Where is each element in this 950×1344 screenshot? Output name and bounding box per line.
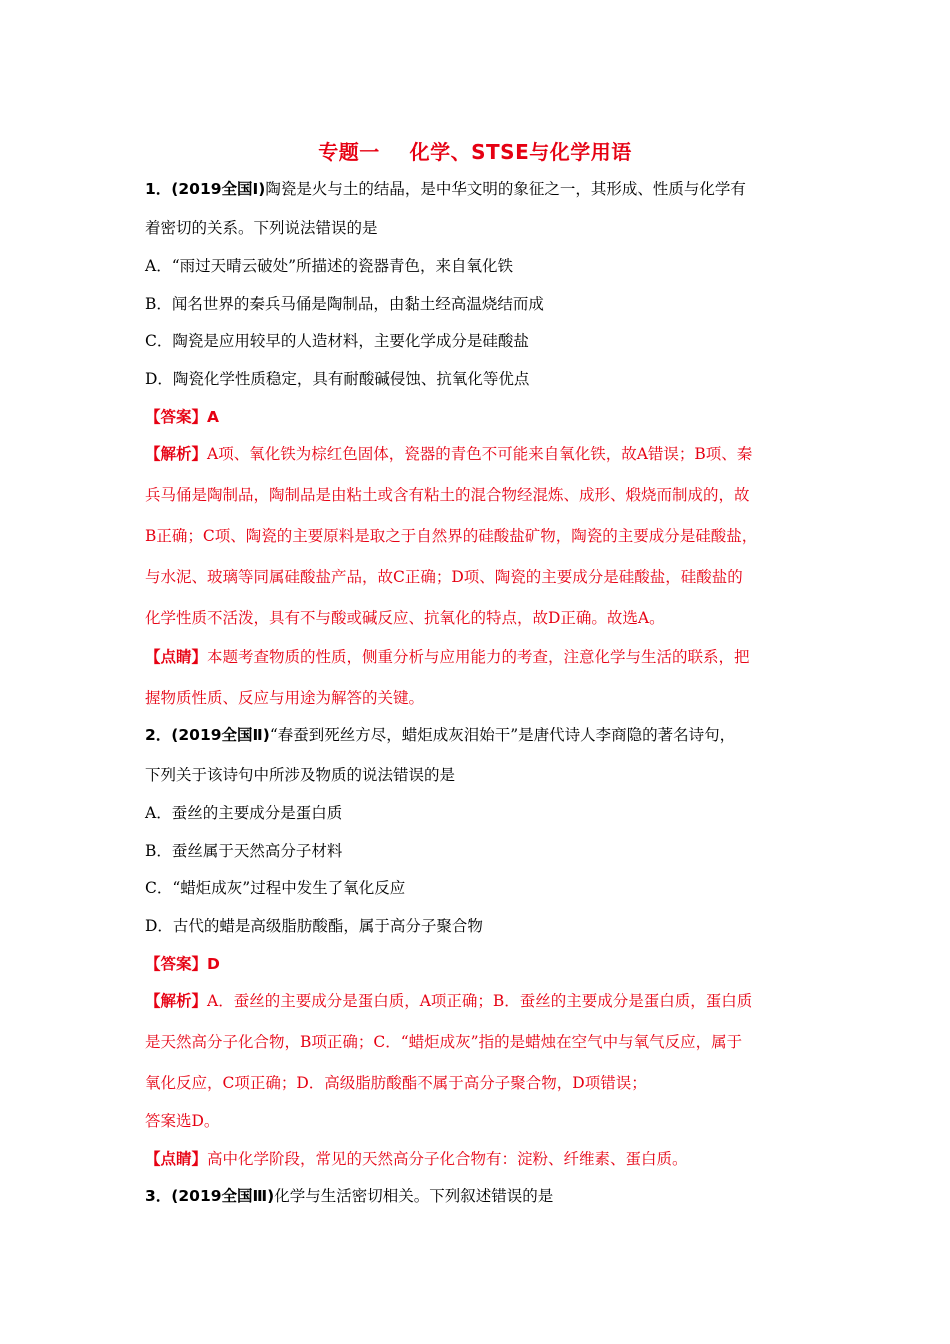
answer-tag: 【答案】 — [145, 955, 208, 973]
question-3-number: 3． — [145, 1187, 172, 1205]
analysis-text: A项、氧化铁为棕红色固体，瓷器的青色不可能来自氧化铁，故A错误；B项、秦 — [207, 445, 753, 463]
question-1-option-a: A．“雨过天晴云破处”所描述的瓷器青色，来自氧化铁 — [145, 257, 514, 275]
question-3-stem-text-1: 化学与生活密切相关。下列叙述错误的是 — [274, 1187, 554, 1205]
question-2-option-a: A．蚕丝的主要成分是蛋白质 — [145, 804, 343, 822]
question-1-analysis-line-5: 化学性质不活泼，具有不与酸或碱反应、抗氧化的特点，故D正确。故选A。 — [145, 609, 665, 627]
question-1-source: (2019全国Ⅰ) — [171, 180, 266, 198]
answer-value: A — [207, 408, 220, 426]
question-2-tip-line-1 — [145, 1148, 688, 1170]
question-1-option-c: C．陶瓷是应用较早的人造材料，主要化学成分是硅酸盐 — [145, 332, 529, 350]
question-1-analysis-line-2: 兵马俑是陶制品，陶制品是由粘土或含有粘土的混合物经混炼、成形、煅烧而制成的，故 — [145, 486, 750, 504]
question-2-analysis-line-1 — [145, 990, 752, 1012]
analysis-tag: 【解析】 — [145, 992, 208, 1010]
question-2-stem-text-1: “春蚕到死丝方尽，蜡炬成灰泪始干”是唐代诗人李商隐的著名诗句， — [269, 726, 736, 744]
analysis-tag: 【解析】 — [145, 445, 208, 463]
question-2-option-b: B．蚕丝属于天然高分子材料 — [145, 842, 343, 860]
tip-tag: 【点睛】 — [145, 1150, 208, 1168]
question-2-option-c: C．“蜡炬成灰”过程中发生了氧化反应 — [145, 879, 406, 897]
question-2-option-d: D．古代的蜡是高级脂肪酸酯，属于高分子聚合物 — [145, 917, 483, 935]
question-2-stem-line-2: 下列关于该诗句中所涉及物质的说法错误的是 — [145, 766, 456, 784]
question-1-analysis-line-4: 与水泥、玻璃等同属硅酸盐产品，故C正确；D项、陶瓷的主要成分是硅酸盐，硅酸盐的 — [145, 568, 743, 586]
question-3-stem-line-1 — [145, 1185, 553, 1207]
answer-value: D — [207, 955, 220, 973]
question-1-number: 1． — [145, 180, 172, 198]
question-1-tip-line-2: 握物质性质、反应与用途为解答的关键。 — [145, 689, 425, 707]
question-1-stem-line-2: 着密切的关系。下列说法错误的是 — [145, 219, 378, 237]
question-1-analysis-line-3: B正确；C项、陶瓷的主要原料是取之于自然界的硅酸盐矿物，陶瓷的主要成分是硅酸盐， — [145, 527, 758, 545]
tip-text: 本题考查物质的性质，侧重分析与应用能力的考查，注意化学与生活的联系，把 — [207, 648, 750, 666]
question-1-answer — [145, 406, 219, 428]
question-1-stem-line-1 — [145, 178, 746, 200]
question-1-analysis-line-1 — [145, 443, 752, 465]
question-1-option-d: D．陶瓷化学性质稳定，具有耐酸碱侵蚀、抗氧化等优点 — [145, 370, 530, 388]
question-2-number: 2． — [145, 726, 172, 744]
question-2-source: (2019全国Ⅱ) — [171, 726, 270, 744]
question-1-stem-text-1: 陶瓷是火与土的结晶，是中华文明的象征之一，其形成、性质与化学有 — [265, 180, 746, 198]
question-2-analysis-line-3: 氧化反应，C项正确；D．高级脂肪酸酯不属于高分子聚合物，D项错误； — [145, 1074, 647, 1092]
analysis-text: A．蚕丝的主要成分是蛋白质，A项正确；B．蚕丝的主要成分是蛋白质，蛋白质 — [207, 992, 753, 1010]
question-3-source: (2019全国Ⅲ) — [171, 1187, 275, 1205]
question-2-stem-line-1 — [145, 724, 735, 746]
question-1-tip-line-1 — [145, 646, 750, 668]
answer-tag: 【答案】 — [145, 408, 208, 426]
page-title: 专题一 化学、STSE与化学用语 — [318, 140, 632, 164]
tip-text: 高中化学阶段，常见的天然高分子化合物有：淀粉、纤维素、蛋白质。 — [207, 1150, 688, 1168]
question-2-analysis-line-4: 答案选D。 — [145, 1112, 220, 1130]
question-1-option-b: B．闻名世界的秦兵马俑是陶制品，由黏土经高温烧结而成 — [145, 295, 544, 313]
question-2-answer — [145, 953, 220, 975]
question-2-analysis-line-2: 是天然高分子化合物，B项正确；C．“蜡炬成灰”指的是蜡烛在空气中与氧气反应，属于 — [145, 1033, 743, 1051]
tip-tag: 【点睛】 — [145, 648, 208, 666]
